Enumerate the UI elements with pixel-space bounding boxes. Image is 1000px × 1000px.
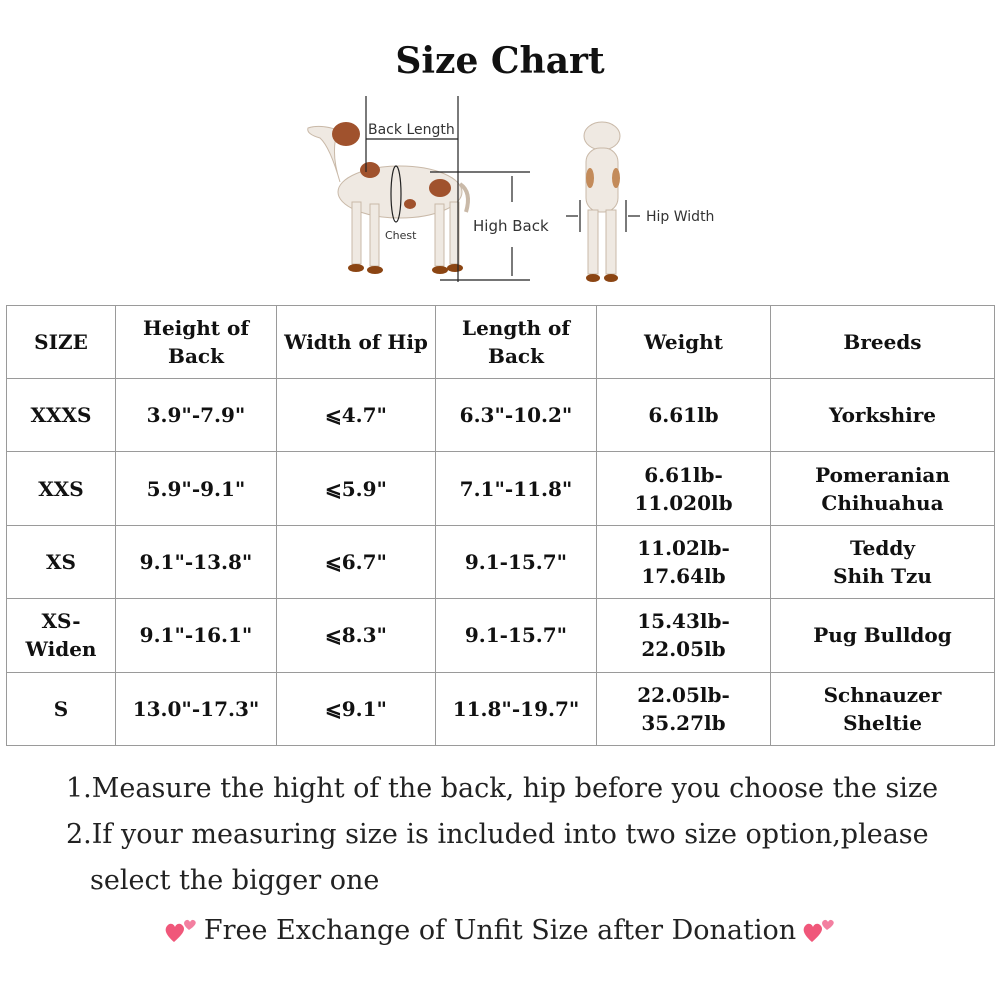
two-hearts-icon <box>164 916 198 946</box>
back-length-label: Back Length <box>368 122 455 138</box>
breed-name: Shih Tzu <box>833 563 932 588</box>
table-row <box>7 525 995 598</box>
size-cell: S <box>7 672 116 745</box>
table-row <box>7 379 995 452</box>
height-cell: 3.9"-7.9" <box>116 379 277 452</box>
table-row <box>7 599 995 672</box>
table-header-row <box>7 306 995 379</box>
hip-width-label: Hip Width <box>646 209 715 225</box>
hip-cell: ⩽6.7" <box>277 525 436 598</box>
dog-rear-view <box>584 122 620 282</box>
breeds-cell <box>771 525 995 598</box>
measurement-figure <box>290 92 750 292</box>
exchange-text: Free Exchange of Unfit Size after Donation <box>203 915 797 946</box>
note-two-sizes: 2.If your measuring size is included into two size option,please <box>66 819 929 850</box>
header-width-of-hip: Width of Hip <box>277 306 436 379</box>
breeds-cell <box>771 452 995 525</box>
breed-name: Pug Bulldog <box>813 623 952 648</box>
hip-cell: ⩽9.1" <box>277 672 436 745</box>
breeds-cell <box>771 672 995 745</box>
height-cell: 5.9"-9.1" <box>116 452 277 525</box>
breed-name: Schnauzer <box>823 682 942 707</box>
header-breeds: Breeds <box>771 306 995 379</box>
hip-cell: ⩽8.3" <box>277 599 436 672</box>
length-cell: 7.1"-11.8" <box>436 452 597 525</box>
size-cell: XS <box>7 525 116 598</box>
weight-cell: 15.43lb-22.05lb <box>597 599 771 672</box>
size-cell: XXS <box>7 452 116 525</box>
note-two-sizes-continued: select the bigger one <box>90 865 380 896</box>
breeds-cell <box>771 379 995 452</box>
page-title: Size Chart <box>395 40 605 82</box>
height-cell: 13.0"-17.3" <box>116 672 277 745</box>
length-cell: 11.8"-19.7" <box>436 672 597 745</box>
table-row <box>7 672 995 745</box>
breeds-cell <box>771 599 995 672</box>
length-cell: 9.1-15.7" <box>436 599 597 672</box>
size-cell: XS-Widen <box>7 599 116 672</box>
size-notes <box>66 766 966 904</box>
length-cell: 6.3"-10.2" <box>436 379 597 452</box>
dog-side-view <box>308 122 468 274</box>
breed-name: Teddy <box>850 535 915 560</box>
note-measure: 1.Measure the hight of the back, hip before you choose the size <box>66 773 939 804</box>
high-back-label: High Back <box>473 217 549 235</box>
dog-measurement-illustration <box>290 92 750 292</box>
length-cell: 9.1-15.7" <box>436 525 597 598</box>
height-cell: 9.1"-13.8" <box>116 525 277 598</box>
header-length-of-back: Length of Back <box>436 306 597 379</box>
header-size: SIZE <box>7 306 116 379</box>
table-row <box>7 452 995 525</box>
weight-cell: 6.61lb-11.020lb <box>597 452 771 525</box>
header-weight: Weight <box>597 306 771 379</box>
chest-label: Chest <box>385 229 417 242</box>
hip-cell: ⩽5.9" <box>277 452 436 525</box>
breed-name: Chihuahua <box>821 490 944 515</box>
breed-name: Sheltie <box>843 710 922 735</box>
weight-cell: 6.61lb <box>597 379 771 452</box>
height-cell: 9.1"-16.1" <box>116 599 277 672</box>
two-hearts-icon <box>802 916 836 946</box>
size-cell: XXXS <box>7 379 116 452</box>
size-table <box>6 305 995 746</box>
exchange-banner <box>0 915 1000 946</box>
hip-cell: ⩽4.7" <box>277 379 436 452</box>
breed-name: Yorkshire <box>829 403 936 428</box>
breed-name: Pomeranian <box>815 462 950 487</box>
header-height-of-back: Height of Back <box>116 306 277 379</box>
weight-cell: 22.05lb-35.27lb <box>597 672 771 745</box>
weight-cell: 11.02lb-17.64lb <box>597 525 771 598</box>
